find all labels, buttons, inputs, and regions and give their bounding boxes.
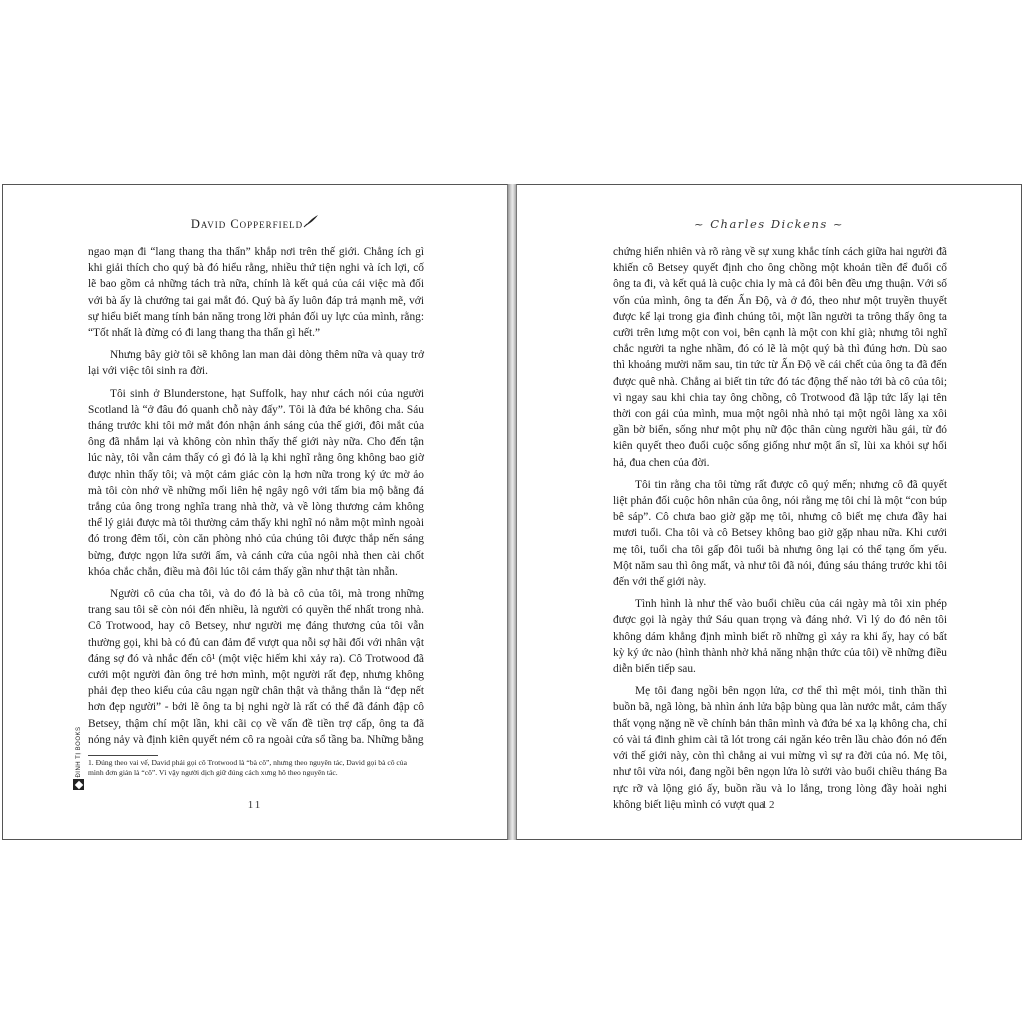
flourish-icon: ~ [694,217,706,231]
left-body-text [88,244,424,754]
footnote-rule [88,755,158,756]
right-header-title: Charles Dickens [710,217,828,231]
paragraph: Tình hình là như thế vào buổi chiều của cái ngày mà tôi xin phép được gọi là ngày thứ Sáu quan trọng và đáng nhớ. Vì lý do đó nên tôi không dám khẳng định mình biết rõ những gì xảy ra khi ấy, hay có bất kỳ ký ức nào (hình thành nhờ khả năng nhận thức của tôi) về những điều diễn biến tiếp sau. [613,598,947,676]
publisher-mark [72,721,86,801]
paragraph: Tôi tin rằng cha tôi từng rất được cô quý mến; nhưng cô đã quyết liệt phản đối cuộc hôn nhân của ông, nói rằng mẹ tôi chỉ là một “con búp bê sáp”. Cô chưa bao giờ gặp mẹ tôi, nhưng cô biết mẹ chưa đầy hai mươi tuổi. Cha tôi và cô Betsey không bao giờ gặp nhau nữa. Khi cưới mẹ tôi, tuổi cha tôi gấp đôi tuổi bà nhưng ông lại có thể tạng ốm yếu. Một năm sau thì ông mất, và như tôi đã nói, đúng sáu tháng trước khi tôi đến với thế giới này. [613,478,947,589]
paragraph: ngao mạn đi “lang thang tha thẩn” khắp nơi trên thế giới. Chẳng ích gì khi giải thích cho quý bà đó hiểu rằng, nhiều thứ tiện nghi và ích lợi, cố lẽ bao gồm cả những tách trà nữa, chính là kết quả của cái việc mà đối với bà ấy là chướng tai gai mắt đó. Quý bà ấy luôn đáp trả mạnh mẽ, với sự hiểu biết mang tính bản năng trong lời phản đối uy lực của mình, rằng: “Tốt nhất là đừng có đi lang thang tha thẩn gì hết.” [88,246,424,340]
left-header-title: David Copperfield [190,217,304,231]
book-gutter [508,184,516,840]
paragraph: Nhưng bây giờ tôi sẽ không lan man dài dòng thêm nữa và quay trở lại với việc tôi sinh ra đời. [88,349,424,378]
paragraph: Tôi sinh ở Blunderstone, hạt Suffolk, hay như cách nói của người Scotland là “ở đâu đó quanh chỗ này đấy”. Tôi là đứa bé không cha. Sáu tháng trước khi tôi mở mắt đón nhận ánh sáng của thế giới, đôi mắt của ông đã nhắm lại và không còn nhìn thấy thế giới này nữa. Cho đến tận lúc này, tôi vẫn cảm thấy có gì đó là lạ khi nghĩ rằng ông không bao giờ được nhìn thấy tôi; và một cảm giác còn lạ hơn nữa trong ký ức mờ ảo mà tôi còn nhớ về những mối liên hệ ngây ngô với tấm bia mộ bằng đá trắng của ông trong nghĩa trang nhà thờ, và về lòng thương cảm không thể lý giải được mà tôi thường cảm thấy khi nghĩ nó nằm một mình ngoài đó trong đêm tối, còn căn phòng nhỏ của chúng tôi được thắp nến sáng bừng, được ngọn lửa sưởi ấm, và cánh cửa của ngôi nhà then cài chốt khóa chắc chắn, điều mà đôi lúc tôi cảm thấy gần như thật tàn nhẫn. [88,387,424,578]
left-running-header [3,213,507,232]
publisher-name: ĐINH TỊ BOOKS [76,726,82,778]
right-body-text [613,244,947,819]
right-page [516,184,1022,840]
right-page-number: 12 [761,799,777,811]
quill-icon [303,213,319,232]
publisher-logo-icon [73,779,84,790]
paragraph: Người cô của cha tôi, và do đó là bà cô của tôi, mà trong những trang sau tôi sẽ còn nói đến nhiều, là người có quyền thế nhất trong nhà. Cô Trotwood, hay cô Betsey, như người mẹ đáng thương của tôi vẫn thường gọi, khi bà có đủ can đảm để vượt qua nỗi sợ hãi đối với nhân vật đáng sợ đó và nhắc đến cô¹ (một việc hiếm khi xảy ra). Cô Trotwood đã cưới một người đàn ông trẻ hơn mình, một người rất đẹp, nhưng không phải đẹp theo kiểu của câu ngạn ngữ chân thật và thẳng thắn là “đẹp nết hơn đẹp người” - bởi lẽ ông ta bị nghi ngờ là rất có thể đã đánh đập cô Betsey, thậm chí một lần, khi cãi cọ về vấn đề tiền trợ cấp, ông ta đã nóng nảy và định kiên quyết ném cô ra ngoài cửa sổ tầng ba. Những bằng [88,588,424,746]
footnote: 1. Đúng theo vai vế, David phải gọi cô Trotwood là “bà cô”, nhưng theo nguyên tác, David gọi bà cô của mình đơn giản là “cô”. Vì vậy người dịch giữ đúng cách xưng hô theo nguyên tác. [88,758,407,777]
left-page-number: 11 [247,799,263,811]
right-running-header [517,213,1021,232]
flourish-icon: ~ [832,217,844,231]
paragraph: chứng hiển nhiên và rõ ràng về sự xung khắc tính cách giữa hai người đã khiến cô Betsey quyết định cho ông chồng một khoản tiền để đuổi cổ ông ta đi, và kết quả là cuộc chia ly mà cả đôi bên đều ưng thuận. Với số vốn của mình, ông ta đến Ấn Độ, và ở đó, theo như một truyền thuyết được kể lại trong gia đình chúng tôi, một lần người ta trông thấy ông ta cưỡi trên lưng một con voi, bên cạnh là một con khỉ già; nhưng tôi nghĩ chắc người ta nghe nhầm, đó có lẽ là một quý bà thì đúng hơn. Dù sao thì khoảng mười năm sau, tin tức từ Ấn Độ về cái chết của ông ta đã đến được quê nhà. Chẳng ai biết tin tức đó tác động thế nào tới bà cô của tôi; vì ngay sau khi chia tay ông chồng, cô Trotwood đã lập tức lấy lại tên thời con gái của mình, mua một ngôi nhà nhỏ tại một ngôi làng xa xôi gần bờ biển, sống như một phụ nữ độc thân cùng người hầu gái, từ đó kiên quyết theo đuổi cuộc sống giống như một ẩn sĩ, lùi xa khỏi sự hối hả, đua chen của đời. [613,246,947,469]
paragraph: Mẹ tôi đang ngồi bên ngọn lửa, cơ thể thì mệt mỏi, tinh thần thì buồn bã, ngã lòng, bà nhìn ánh lửa bập bùng qua làn nước mắt, cảm thấy thất vọng nặng nề về chính bản thân mình và đứa bé xa lạ không cha, chỉ có vài tá đinh ghim cài tã lót trong cái ngăn kéo trên lầu chào đón nó đến với thế giới này, còn thì chẳng ai vui mừng vì sự ra đời của nó. Mẹ tôi, như tôi vừa nói, đang ngồi bên ngọn lửa lò sưởi vào buổi chiều tháng Ba rực rỡ và lộng gió ấy, buồn rầu và lo lắng, trong lòng đầy hoài nghi không biết liệu mình có vượt qua [613,685,947,811]
left-page [2,184,508,840]
